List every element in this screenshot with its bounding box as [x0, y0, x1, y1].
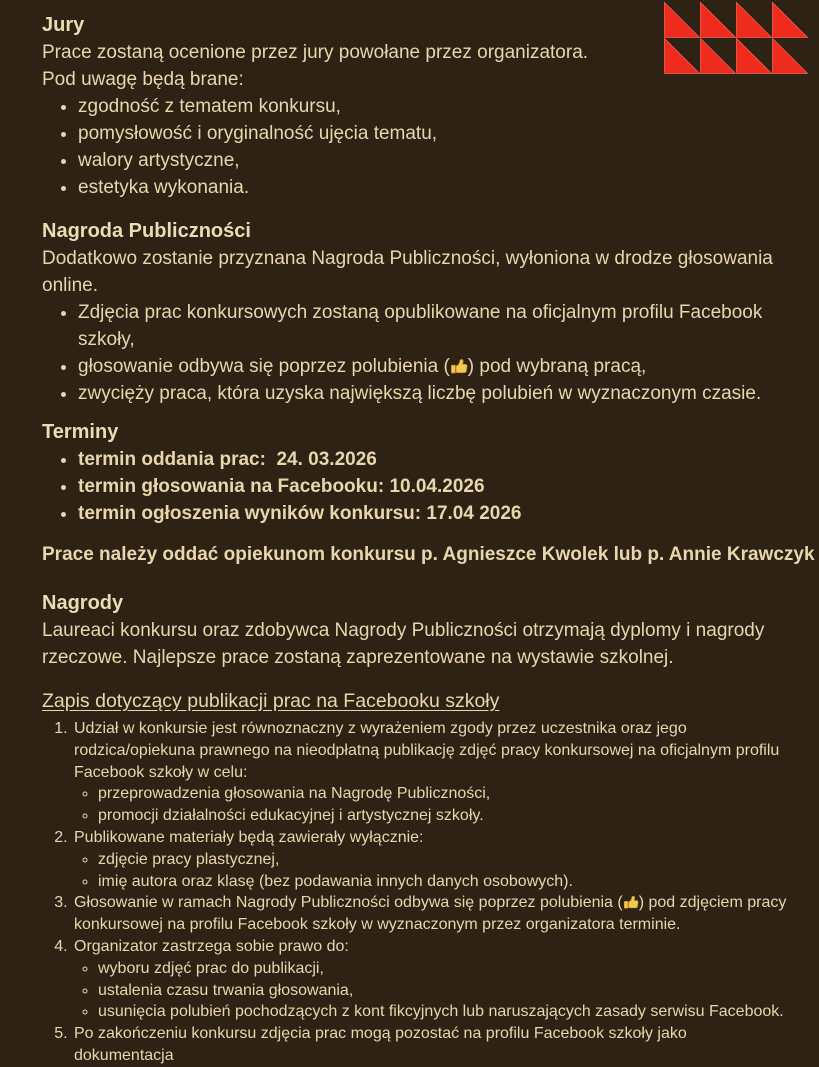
policy-sublist	[74, 958, 789, 1023]
policy-subitem: ◦ imię autora oraz klasę (bez podawania innych danych osobowych).	[98, 871, 789, 893]
list-item: • walory artystyczne,	[78, 147, 789, 174]
audience-award-intro: Dodatkowo zostanie przyznana Nagroda Publiczności, wyłoniona w drodze głosowania online.	[42, 248, 773, 296]
policy-sublist	[74, 783, 789, 827]
policy-item	[72, 1023, 789, 1067]
policy-item	[72, 827, 789, 892]
red-triangle-icon	[736, 2, 772, 38]
submission-note: Prace należy oddać opiekunom konkursu p. Agnieszce Kwolek lub p. Annie Krawczyk	[42, 544, 815, 565]
red-triangle-icon	[664, 38, 700, 74]
deadline-item: • termin ogłoszenia wyników konkursu: 17.04 2026	[78, 500, 789, 527]
red-triangle-icon	[772, 2, 808, 38]
jury-line: Pod uwagę będą brane:	[42, 69, 244, 90]
section-audience-award	[42, 218, 789, 407]
facebook-policy-list	[42, 718, 789, 1067]
red-triangle-icon	[664, 2, 700, 38]
list-item	[78, 353, 789, 380]
policy-subitem: ◦ wyboru zdjęć prac do publikacji,	[98, 958, 789, 980]
section-facebook-policy	[42, 688, 789, 1067]
policy-subitem: ◦ usunięcia polubień pochodzących z kont fikcyjnych lub naruszających zasady serwisu Facebook.	[98, 1001, 789, 1023]
prizes-text: Laureaci konkursu oraz zdobywca Nagrody Publiczności otrzymają dyplomy i nagrody rzeczowe. Najlepsze prace zostaną zaprezentowane na wystawie szkolnej.	[42, 620, 765, 668]
jury-line: Prace zostaną ocenione przez jury powołane przez organizatora.	[42, 42, 589, 63]
jury-criteria-list	[42, 93, 789, 201]
policy-sublist	[74, 849, 789, 893]
list-item: • zgodność z tematem konkursu,	[78, 93, 789, 120]
policy-item	[72, 892, 789, 936]
red-triangle-icon	[700, 2, 736, 38]
jury-heading: Jury	[42, 14, 85, 36]
policy-item-text: ) pod zdjęciem pracy konkursowej na profilu Facebook szkoły w wyznaczonym przez organizatora terminie.	[74, 894, 787, 934]
document-body	[42, 12, 815, 1064]
audience-award-heading: Nagroda Publiczności	[42, 220, 251, 242]
policy-item	[72, 936, 789, 1023]
policy-subitem: ◦ promocji działalności edukacyjnej i artystycznej szkoły.	[98, 805, 789, 827]
facebook-policy-heading: Zapis dotyczący publikacji prac na Facebooku szkoły	[42, 690, 500, 712]
bullet-text: głosowanie odbywa się poprzez polubienia (	[78, 356, 450, 377]
red-triangle-icon	[700, 38, 736, 74]
policy-subitem: ◦ ustalenia czasu trwania głosowania,	[98, 980, 789, 1002]
section-prizes	[42, 590, 789, 671]
prizes-heading: Nagrody	[42, 592, 124, 614]
triangle-pattern	[664, 2, 808, 74]
policy-item-text: Organizator zastrzega sobie prawo do:	[74, 937, 349, 955]
list-item: • pomysłowość i oryginalność ujęcia tematu,	[78, 120, 789, 147]
section-deadlines	[42, 419, 789, 527]
list-item: • zwycięży praca, która uzyska największą liczbę polubień w wyznaczonym czasie.	[78, 380, 789, 407]
list-item: • Zdjęcia prac konkursowych zostaną opublikowane na oficjalnym profilu Facebook szkoły,	[78, 299, 789, 353]
policy-item-text: Udział w konkursie jest równoznaczny z wyrażeniem zgody przez uczestnika oraz jego rodzica/opiekuna prawnego na nieodpłatną publikację zdjęć pracy konkursowej na oficjalnym profilu Facebook szkoły w celu:	[74, 720, 780, 781]
bullet-text: ) pod wybraną pracą,	[467, 356, 647, 377]
policy-item-text: Po zakończeniu konkursu zdjęcia prac mogą pozostać na profilu Facebook szkoły jako dokumentacja	[74, 1025, 687, 1064]
deadline-item: • termin oddania prac: 24. 03.2026	[78, 446, 789, 473]
deadline-item: • termin głosowania na Facebooku: 10.04.2026	[78, 473, 789, 500]
audience-award-list	[42, 299, 789, 407]
thumbs-up-icon	[623, 894, 639, 910]
red-triangle-icon	[772, 38, 808, 74]
thumbs-up-icon	[450, 357, 468, 375]
policy-item-text: Głosowanie w ramach Nagrody Publiczności odbywa się poprzez polubienia (	[74, 894, 623, 912]
deadlines-heading: Terminy	[42, 421, 119, 443]
policy-item	[72, 718, 789, 827]
policy-item-text: Publikowane materiały będą zawierały wyłącznie:	[74, 828, 424, 846]
list-item: • estetyka wykonania.	[78, 174, 789, 201]
deadlines-list	[42, 446, 789, 527]
policy-subitem: ◦ przeprowadzenia głosowania na Nagrodę Publiczności,	[98, 783, 789, 805]
policy-subitem: ◦ zdjęcie pracy plastycznej,	[98, 849, 789, 871]
red-triangle-icon	[736, 38, 772, 74]
